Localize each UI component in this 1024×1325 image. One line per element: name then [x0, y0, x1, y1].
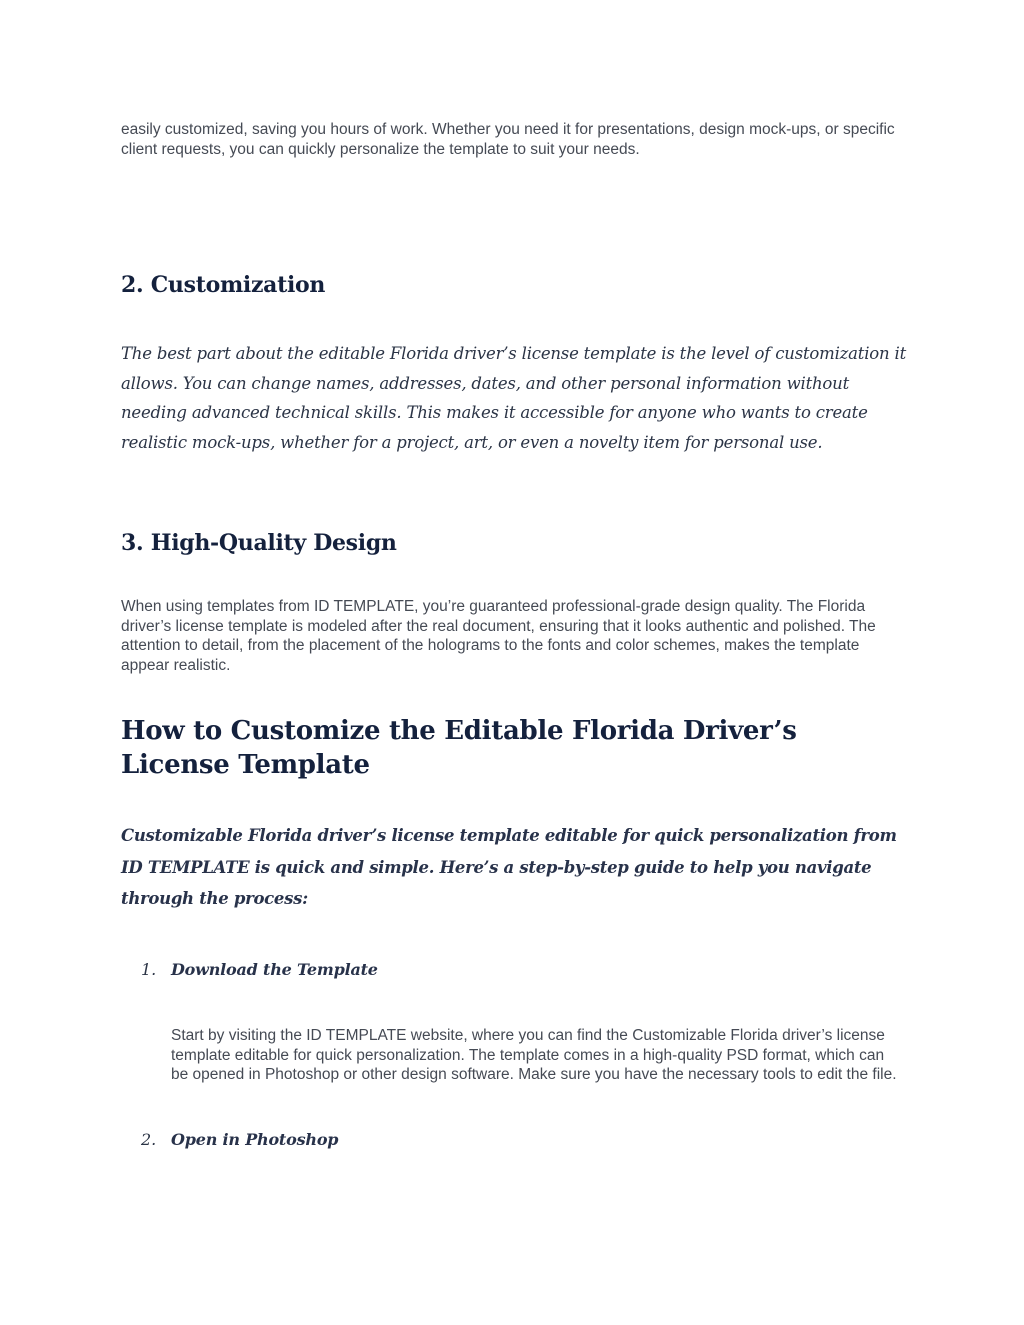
- step-download-paragraph: Start by visiting the ID TEMPLATE website, where you can find the Customizable Florida driver’s license template editable for quick personalization. The template comes in a high-quality PSD format, which can be opened in Photoshop or other design software. Make sure you have the necessary tools to edit the file.: [171, 1027, 897, 1083]
- section-heading-quality: 3. High-Quality Design: [121, 530, 397, 556]
- howto-intro-paragraph: Customizable Florida driver’s license template editable for quick personalization from ID TEMPLATE is quick and simple. Here’s a step-by-step guide to help you navigate through the process:: [121, 826, 897, 908]
- list-item-download: [121, 957, 906, 983]
- list-item-title: Open in Photoshop: [171, 1130, 339, 1149]
- customization-paragraph: The best part about the editable Florida driver’s license template is the level of customization it allows. You can change names, addresses, dates, and other personal information without needing advanced technical skills. This makes it accessible for anyone who wants to create realistic mock-ups, whether for a project, art, or even a novelty item for personal use.: [121, 344, 907, 453]
- list-number: 2.: [141, 1130, 157, 1149]
- list-item-title: Download the Template: [171, 960, 378, 979]
- quality-paragraph: When using templates from ID TEMPLATE, you’re guaranteed professional-grade design quality. The Florida driver’s license template is modeled after the real document, ensuring that it looks authentic and polished. The attention to detail, from the placement of the holograms to the fonts and color schemes, makes the template appear realistic.: [121, 598, 876, 674]
- list-number: 1.: [141, 960, 157, 979]
- section-heading-customization: 2. Customization: [121, 272, 326, 298]
- intro-paragraph: easily customized, saving you hours of work. Whether you need it for presentations, design mock-ups, or specific client requests, you can quickly personalize the template to suit your needs.: [121, 121, 895, 158]
- list-item-open-photoshop: [121, 1127, 906, 1153]
- howto-heading: How to Customize the Editable Florida Driver’s License Template: [121, 716, 797, 780]
